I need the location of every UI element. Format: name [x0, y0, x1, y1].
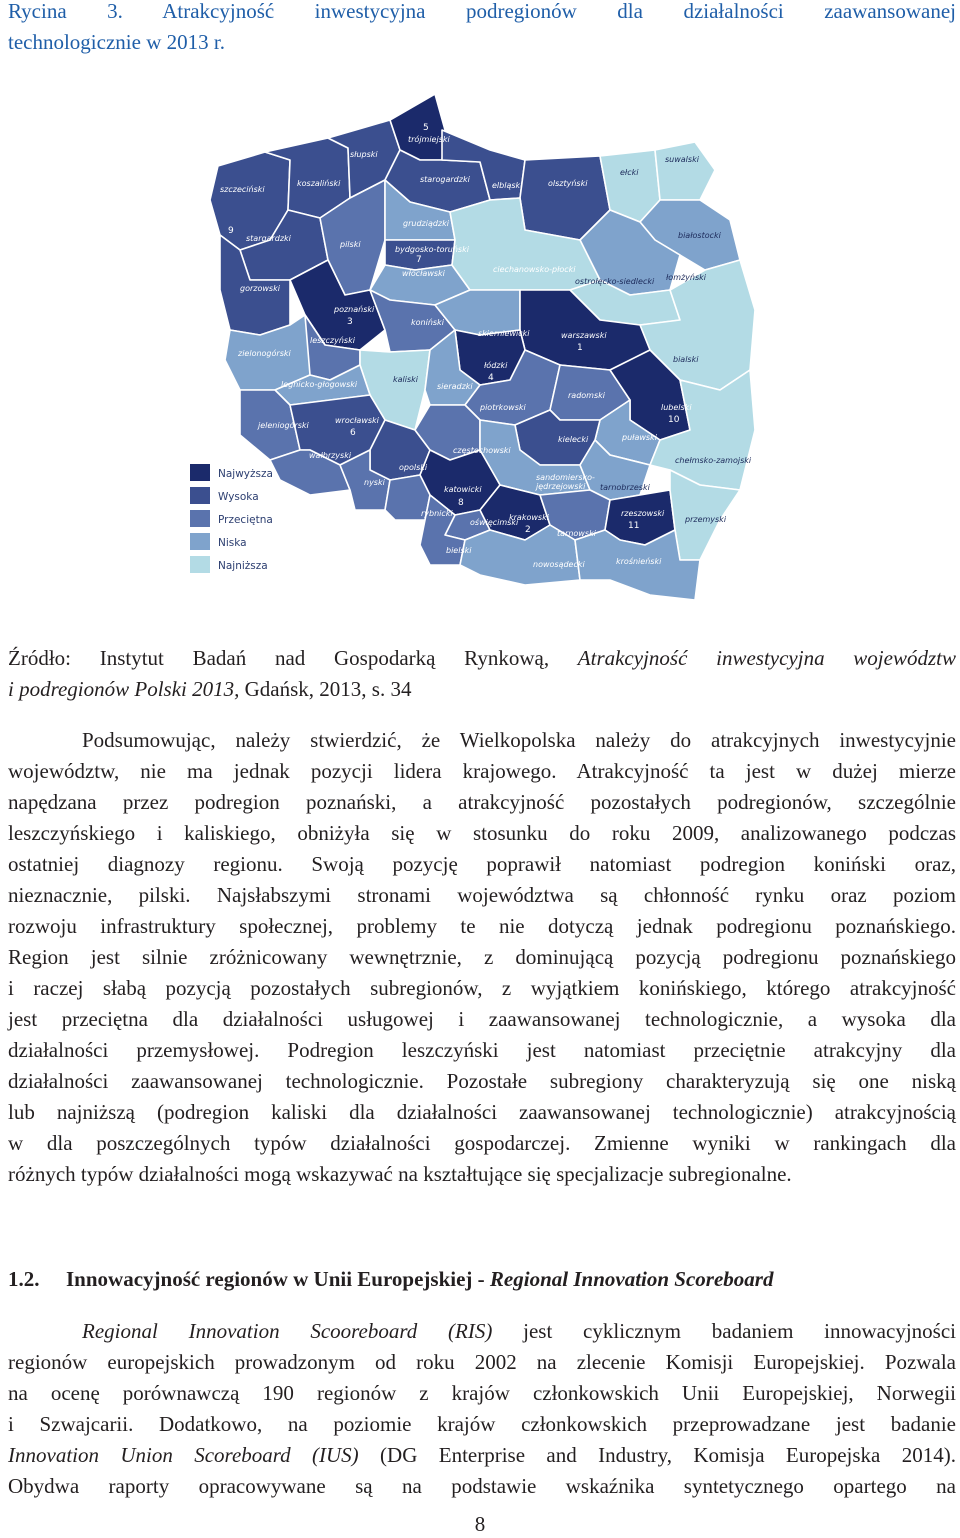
- region-label: koniński: [411, 318, 444, 327]
- rank-label: 2: [525, 525, 531, 535]
- region-label: elbląski: [492, 181, 523, 190]
- region-label: poznański: [334, 305, 375, 314]
- region-label: wrocławski: [335, 416, 379, 425]
- region-label: łomżyński: [666, 273, 707, 282]
- region-label: krakowski: [509, 513, 549, 522]
- region-label: opolski: [399, 463, 428, 472]
- page-number: 8: [474, 1512, 486, 1536]
- paragraph-line: działalności zaawansowanej technologicznie. Pozostałe subregiony charakteryzują się one niską: [8, 1069, 956, 1093]
- caption-line-1: Rycina 3. Atrakcyjność inwestycyjna podregionów dla działalności zaawansowanej: [8, 0, 956, 23]
- region-label: bydgosko-toruński: [395, 245, 469, 254]
- paragraph-line: rozwoju infrastruktury społecznej, problemy te nie dotyczą jednak podregionu poznańskiego.: [8, 914, 956, 938]
- section-heading: [8, 1264, 773, 1295]
- paragraph-line: leszczyńskiego i kaliskiego, obniżyła się w stosunku do roku 2009, analizowanego podczas: [8, 821, 956, 845]
- region-label: gorzowski: [240, 284, 280, 293]
- region-label: krośnieński: [616, 557, 662, 566]
- poland-subregions-map: [180, 90, 760, 610]
- rank-label: 8: [458, 498, 464, 508]
- region-label: przemyski: [685, 515, 727, 524]
- legend-label: Niska: [218, 537, 247, 549]
- region-label: jeleniogórski: [258, 421, 309, 430]
- region-label: kielecki: [558, 435, 589, 444]
- paragraph-line: Podsumowując, należy stwierdzić, że Wielkopolska należy do atrakcyjnych inwestycyjnie: [82, 728, 956, 752]
- legend-label: Przeciętna: [218, 514, 273, 526]
- region-label: skierniewicki: [478, 329, 530, 338]
- paragraph-ris: [8, 1316, 956, 1502]
- paragraph-line: różnych typów działalności mogą wskazywać na kształtujące się specjalizacje subregionalne.: [8, 1162, 792, 1186]
- map-legend: [190, 464, 273, 573]
- region-label: białostocki: [678, 231, 721, 240]
- region-label: katowicki: [444, 485, 482, 494]
- region-label: zielonogórski: [238, 349, 291, 358]
- region-label: włocławski: [402, 269, 445, 278]
- source-prefix: Źródło: Instytut Badań nad Gospodarką Rynkową,: [8, 646, 578, 670]
- rank-label: 6: [350, 428, 356, 438]
- paragraph-line: jest cyklicznym badaniem innowacyjności: [492, 1319, 956, 1343]
- rank-label: 10: [668, 415, 680, 425]
- region-label: nowosądecki: [533, 560, 585, 569]
- region-label: szczeciński: [220, 185, 265, 194]
- source-title-a: Atrakcyjność inwestycyjna województw: [577, 646, 956, 670]
- region-label: jędrzejowski: [536, 482, 586, 491]
- region-label: ostrołęcko-siedlecki: [575, 277, 655, 286]
- region-label: wałbrzyski: [309, 451, 352, 460]
- region-label: rybnicki: [421, 509, 453, 518]
- region-label: tarnobrzeski: [600, 483, 650, 492]
- region-label: rzeszowski: [621, 509, 665, 518]
- legend-swatch: [190, 487, 210, 504]
- paragraph-line: (DG Enterprise and Industry, Komisja Europejska 2014).: [358, 1443, 956, 1467]
- region-label: radomski: [568, 391, 605, 400]
- rank-label: 11: [628, 521, 640, 531]
- paragraph-line: nieznacznie, pilski. Najsłabszymi stronami województwa są chłonność rynku oraz poziom: [8, 883, 956, 907]
- paragraph-line: w dla poszczególnych typów działalności gospodarczej. Zmienne wyniki w rankingach dla: [8, 1131, 956, 1155]
- region-label: bielski: [446, 546, 472, 555]
- region-label: trójmiejski: [408, 135, 450, 144]
- paragraph-line: Region jest silnie zróżnicowany wewnętrznie, z dominującą pozycją podregionu poznańskiego: [8, 945, 956, 969]
- paragraph-line: województw, nie ma jednak pozycji lidera krajowego. Atrakcyjność ta jest w dużej mierze: [8, 759, 956, 783]
- region-label: bialski: [673, 355, 699, 364]
- legend-swatch: [190, 510, 210, 527]
- paragraph-line: działalności przemysłowej. Podregion leszczyński jest natomiast przeciętnie atrakcyjny dla: [8, 1038, 956, 1062]
- region-label: częstochowski: [453, 446, 511, 455]
- region-label: puławski: [622, 433, 657, 442]
- figure-caption: [8, 0, 956, 58]
- region-label: oświęcimski: [470, 518, 519, 527]
- legend-swatch: [190, 533, 210, 550]
- region-label: łódzki: [484, 361, 508, 370]
- legend-swatch: [190, 464, 210, 481]
- region-label: suwalski: [665, 155, 699, 164]
- rank-label: 7: [416, 255, 422, 265]
- source-title-b: i podregionów Polski 2013,: [8, 677, 240, 701]
- region-label: pilski: [340, 240, 361, 249]
- region-label: nyski: [364, 478, 385, 487]
- ris-name: Regional Innovation Scooreboard (RIS): [82, 1319, 493, 1343]
- region-label: tarnowski: [557, 529, 596, 538]
- region-label: sandomiersko-: [536, 473, 595, 482]
- region-label: koszaliński: [297, 179, 341, 188]
- legend-swatch: [190, 556, 210, 573]
- region-label: stargardzki: [246, 234, 291, 243]
- legend-label: Najniższa: [218, 560, 268, 572]
- paragraph-line: jest przeciętna dla działalności usługowej i zaawansowanej technologicznie, a wysoka dla: [8, 1007, 956, 1031]
- legend-label: Najwyższa: [218, 468, 273, 480]
- region-label: leszczyński: [310, 336, 355, 345]
- region-label: sieradzki: [437, 382, 473, 391]
- rank-label: 3: [347, 317, 353, 327]
- paragraph-line: Obydwa raporty opracowywane są na podstawie wskaźnika syntetycznego opartego na: [8, 1474, 956, 1498]
- paragraph-line: i Szwajcarii. Dodatkowo, na poziomie krajów członkowskich przeprowadzane jest badanie: [8, 1412, 956, 1436]
- paragraph-line: i raczej słabą pozycją pozostałych subregionów, z wyjątkiem konińskiego, którego atrakcyjność: [8, 976, 956, 1000]
- source-suffix: Gdańsk, 2013, s. 34: [239, 677, 412, 701]
- paragraph-line: lub najniższą (podregion kaliski dla działalności zaawansowanej technologicznie) atrakcyjnością: [8, 1100, 956, 1124]
- rank-label: 4: [488, 373, 494, 383]
- rank-label: 9: [228, 226, 234, 236]
- paragraph-line: ostatniej diagnozy regionu. Swoją pozycję poprawił natomiast podregion koniński oraz,: [8, 852, 956, 876]
- rank-label: 5: [423, 123, 429, 133]
- rank-label: 1: [577, 343, 583, 353]
- paragraph-line: napędzana przez podregion poznański, a atrakcyjność pozostałych podregionów, szczególnie: [8, 790, 956, 814]
- region-label: legnicko-głogowski: [281, 380, 358, 389]
- paragraph-summary: [8, 725, 956, 1190]
- paragraph-line: na ocenę porównawczą 190 regionów z krajów członkowskich Unii Europejskiej, Norwegii: [8, 1381, 956, 1405]
- section-title: Innowacyjność regionów w Unii Europejskiej -: [66, 1267, 490, 1291]
- region-label: starogardzki: [420, 175, 470, 184]
- legend-label: Wysoka: [218, 491, 259, 503]
- region-label: kaliski: [393, 375, 419, 384]
- region-label: lubelski: [661, 403, 692, 412]
- paragraph-line: regionów europejskich prowadzonym od roku 2002 na zlecenie Komisji Europejskiej. Pozwala: [8, 1350, 956, 1374]
- caption-line-2: technologicznie w 2013 r.: [8, 30, 225, 54]
- region-label: ełcki: [620, 168, 639, 177]
- region-label: olsztyński: [548, 179, 588, 188]
- region-label: grudziądzki: [403, 219, 449, 228]
- section-title-italic: Regional Innovation Scoreboard: [489, 1267, 774, 1291]
- region-label: piotrkowski: [480, 403, 526, 412]
- section-number: 1.2.: [8, 1267, 40, 1291]
- region-suwalski: [655, 142, 715, 200]
- region-label: ciechanowsko-płocki: [493, 265, 576, 274]
- figure-source: [8, 643, 956, 705]
- ius-name: Innovation Union Scoreboard (IUS): [8, 1443, 359, 1467]
- region-label: słupski: [350, 150, 378, 159]
- region-label: warszawski: [561, 331, 607, 340]
- region-label: chełmsko-zamojski: [675, 456, 752, 465]
